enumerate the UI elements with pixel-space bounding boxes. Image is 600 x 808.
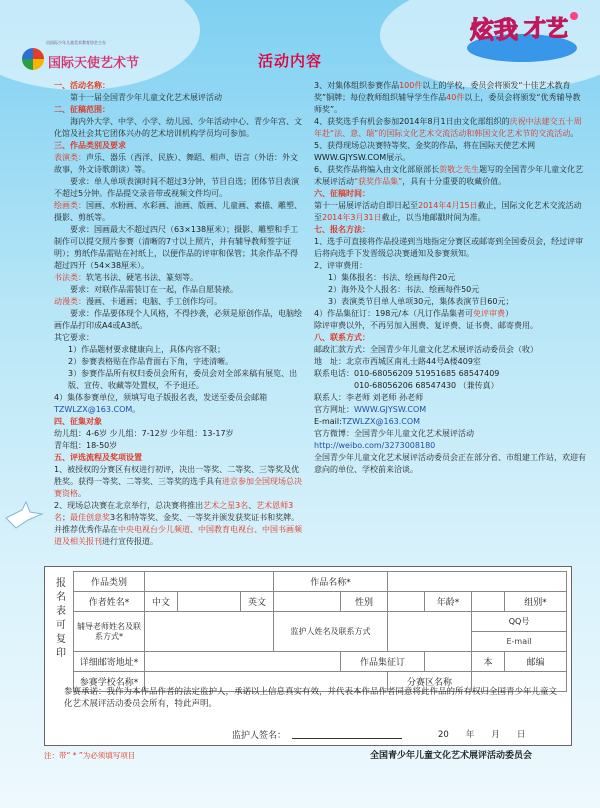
form-row bbox=[74, 592, 567, 612]
paragraph: 5、获得现场总决赛特等奖、金奖的作品，将在国际天使艺术网WWW.GJYSW.COM展示。 bbox=[314, 141, 536, 162]
paragraph: 要求：对联作品需装订在一起，作品自愿装裱。 bbox=[70, 285, 238, 294]
label-guardian: 监护人姓名及联系方式 bbox=[274, 612, 388, 652]
slogan-text: 才艺 bbox=[524, 17, 569, 42]
text-span: 进行宣传报道。 bbox=[102, 537, 158, 546]
label-work-name: 作品名称* bbox=[274, 572, 388, 592]
text-span: ，具有十分重要的收藏价值。 bbox=[402, 177, 507, 186]
text-span: 题写的全国青少年儿童文化艺术展评活动 bbox=[314, 165, 584, 186]
input-guardian[interactable] bbox=[388, 612, 472, 652]
input-gender[interactable] bbox=[388, 592, 425, 612]
signature-label: 监护人签名： bbox=[232, 731, 287, 741]
label-postcode: 邮编 bbox=[505, 652, 567, 672]
text-span: 。 bbox=[570, 129, 579, 138]
text-span: ） bbox=[505, 309, 514, 318]
link-text[interactable]: WWW.GJYSW.COM bbox=[354, 405, 427, 414]
paragraph: 2）参赛表格贴在作品背面右下角，字迹清晰。 bbox=[68, 357, 234, 366]
paragraph: 1）集体报名：书法、绘画每件20元 bbox=[328, 273, 456, 282]
text-span: 100件 bbox=[399, 81, 423, 90]
input-english-name[interactable] bbox=[274, 592, 341, 612]
text-span: 贺敬之先生 bbox=[439, 165, 480, 174]
section-heading: 四、征集对象 bbox=[54, 417, 102, 426]
paragraph: 邮政汇款方式：全国青少年儿童文化艺术展评活动委员会（收） bbox=[314, 345, 538, 354]
paragraph: 地 址：北京市西城区南礼士路44号A楼409室 bbox=[314, 357, 481, 366]
label-qq: QQ号 bbox=[472, 612, 567, 632]
text-span: 声乐、器乐（西洋、民族）、舞蹈、相声、语言（外语：外文故事，外文诗歌朗读）等。 bbox=[54, 153, 298, 174]
link-text[interactable]: TZWLZX@163.COM bbox=[54, 405, 133, 414]
paragraph: 1）作品题材要求健康向上，具体内容不限； bbox=[68, 345, 226, 354]
paragraph: 要求：作品要体现个人风格，不得抄袭，必须是原创作品，电脑绘画作品打印成A4或A3纸。 bbox=[54, 309, 302, 330]
text-span: 以上的学校，委员会将颁发“十佳艺术教育奖”铜牌；每位教师组织辅导学生作品 bbox=[314, 81, 571, 102]
text-span: 庆祝中法建交五十周年赴“法、意、瑞”的国际文化艺术交流活动和韩国文化艺术节的交流活动 bbox=[314, 117, 582, 138]
text-span: 4）作品集征订：198元/本（凡订作品集者可 bbox=[314, 309, 474, 318]
label-group: 组别* bbox=[505, 592, 567, 612]
svg-text:炫我: 炫我 bbox=[470, 16, 518, 44]
logo-small-text: 由国际少年儿童美术教育协会主办 bbox=[46, 40, 106, 45]
form-row bbox=[74, 652, 567, 672]
label-school: 参赛学校名称* bbox=[74, 672, 145, 692]
paragraph: 联系电话：010-68056209 51951685 68547409 bbox=[314, 369, 500, 378]
paragraph bbox=[54, 500, 304, 548]
text-span: 书法类： bbox=[54, 273, 86, 282]
paragraph: 3）参赛作品所有权归委员会所有，委员会对全部来稿有展览、出版、宣传、收藏等处置权，不予退还。 bbox=[68, 369, 298, 390]
section-heading: 七、报名方法： bbox=[314, 225, 370, 234]
text-span: 、 bbox=[248, 501, 257, 510]
paragraph: 除评审费以外，不再另加入围费、复评费、证书费、邮寄费用。 bbox=[314, 321, 538, 330]
text-span: 4）集体参赛单位，须填写电子版报名表，发送至委员会邮箱 bbox=[54, 393, 268, 402]
paragraph bbox=[314, 200, 586, 224]
form-row bbox=[74, 612, 567, 632]
form-table bbox=[73, 571, 567, 692]
text-span: 截止，以当地邮戳时间为准。 bbox=[381, 213, 486, 222]
organizer-name: 全国青少年儿童文化艺术展评活动委员会 bbox=[370, 751, 533, 761]
form-title: 报名表可复印 bbox=[56, 578, 66, 659]
text-span: 4、获奖选手有机会参加2014年8月1日由文化部组织的 bbox=[314, 117, 510, 126]
section-heading: 八、联系方式： bbox=[314, 333, 370, 342]
signature-line[interactable] bbox=[292, 738, 402, 739]
slogan-graphic bbox=[462, 6, 587, 68]
text-span: 6、获奖作品将编入由文化部原部长 bbox=[314, 165, 440, 174]
text-span: 2、现场总决赛在北京举行，总决赛将推出 bbox=[54, 501, 204, 510]
text-span: 动漫类： bbox=[54, 297, 86, 306]
paragraph bbox=[54, 200, 304, 224]
text-span: 3、对集体组织参赛作品 bbox=[314, 81, 400, 90]
paragraph: 官方微博：全国青少年儿童文化艺术展评活动 bbox=[314, 429, 474, 438]
pledge-text: 参赛承诺：我作为本作品作者的法定监护人，承诺以上信息真实有效，并代表本作品作者同意将此作品的所有权归全国青少年儿童文化艺术展评活动委员会所有，特此声明。 bbox=[64, 687, 558, 709]
paragraph: 要求：单人单项表演时间不超过3分钟，节目自选；团体节目表演不超过5分钟。作品提交录音带或视频文件均可。 bbox=[54, 177, 300, 198]
paragraph: 全国青少年儿童文化艺术展评活动委员会正在部分省、市组建工作站，欢迎有意向的单位、学校前来洽谈。 bbox=[314, 453, 586, 474]
paragraph: 第十一届全国青少年儿童文化艺术展评活动 bbox=[70, 93, 222, 102]
label-copies: 本 bbox=[472, 652, 505, 672]
text-span: E-mail: bbox=[314, 417, 342, 426]
section-heading: 六、征稿时间： bbox=[314, 189, 370, 198]
text-span: 官方网址： bbox=[314, 405, 354, 414]
paragraph: 要求：国画最大不超过四尺（63×138厘米）；摄影、雕塑和手工制作可以提交照片参赛（清晰的7寸以上照片，并有辅导教师签字证明）；剪纸作品需贴在衬纸上，以便作品的评审和保管；其余作品不得超过四开（54×38厘米）。 bbox=[54, 225, 299, 270]
input-age[interactable] bbox=[472, 592, 505, 612]
text-span: ； bbox=[62, 513, 70, 522]
paragraph bbox=[314, 308, 586, 320]
section-heading: 五、评选流程及奖项设置 bbox=[54, 453, 142, 462]
text-span: 绘画类： bbox=[54, 201, 86, 210]
paragraph: 010-68056206 68547430 （兼传真） bbox=[314, 381, 499, 390]
paragraph: 2）海外及个人报名：书法、绘画每件50元 bbox=[328, 285, 480, 294]
paragraph bbox=[54, 464, 304, 500]
page-title: 活动内容 bbox=[258, 52, 323, 70]
paragraph bbox=[54, 152, 304, 176]
input-work-name[interactable] bbox=[388, 572, 567, 592]
text-span: 2014年4月15日 bbox=[418, 201, 478, 210]
label-english: 英文 bbox=[241, 592, 274, 612]
input-chinese-name[interactable] bbox=[178, 592, 241, 612]
label-work-category: 作品类别 bbox=[74, 572, 145, 592]
text-span: 2014年3月31日 bbox=[322, 213, 382, 222]
text-span: 1、被授权的分赛区有权进行初评，决出一等奖、二等奖、三等奖及优胜奖。获得一等奖、二等奖、三等奖的选手具有 bbox=[54, 465, 300, 486]
link-text[interactable]: TZWLZX@163.COM bbox=[341, 417, 421, 426]
input-catalog-order[interactable] bbox=[425, 652, 472, 672]
text-span: 国画、水粉画、水彩画、油画、版画、儿童画、素描、雕塑、摄影、剪纸等。 bbox=[54, 201, 302, 222]
paragraph bbox=[314, 116, 586, 140]
bird-icon bbox=[4, 500, 44, 530]
paragraph: 2、评审费用： bbox=[314, 261, 368, 270]
text-span: 截止，国际文化艺术交流活动至 bbox=[314, 201, 582, 222]
link-text[interactable]: http://weibo.com/3273008180 bbox=[314, 441, 436, 450]
input-work-category[interactable] bbox=[145, 572, 274, 592]
label-chinese: 中文 bbox=[145, 592, 178, 612]
text-span: 3名和特等奖、金奖、一等奖并颁发获奖证书和奖牌。并推荐优秀作品在 bbox=[54, 513, 300, 534]
text-span: 表演类： bbox=[54, 153, 86, 162]
text-span: 漫画、卡通画；电脑、手工创作均可。 bbox=[86, 297, 222, 306]
text-span: 进京参加全国现场总决赛资格 bbox=[54, 477, 302, 498]
right-column bbox=[314, 80, 586, 476]
text-span: 软笔书法、硬笔书法、篆刻等。 bbox=[86, 273, 198, 282]
section-heading: 一、活动名称： bbox=[54, 81, 110, 90]
registration-form bbox=[44, 566, 572, 746]
text-span: 。 bbox=[78, 489, 86, 498]
paragraph: 1、选手可直接将作品投递到当地指定分赛区或邮寄到全国委员会，经过评审后将向选手下发晋级总决赛通知及参赛须知。 bbox=[314, 237, 584, 258]
paragraph bbox=[54, 296, 304, 308]
text-span: “获奖作品集” bbox=[354, 177, 403, 186]
paragraph: 其它要求： bbox=[54, 333, 94, 342]
logo-name: 国际天使艺术节 bbox=[48, 56, 140, 71]
logo-emblem-icon bbox=[22, 48, 44, 70]
logo bbox=[20, 18, 150, 70]
left-column bbox=[54, 80, 304, 548]
label-author-name: 作者姓名* bbox=[74, 592, 145, 612]
form-row bbox=[74, 572, 567, 592]
label-tutor: 辅导老师姓名及联系方式* bbox=[74, 612, 145, 652]
paragraph: 3）表演类节目单人单项30元，集体表演节目60元； bbox=[328, 297, 514, 306]
paragraph: 青年组：18-50岁 bbox=[54, 441, 118, 450]
paragraph bbox=[54, 392, 304, 416]
text-span: 艺术之星3名 bbox=[203, 501, 249, 510]
input-tutor[interactable] bbox=[145, 612, 274, 652]
label-catalog-order: 作品集征订 bbox=[341, 652, 425, 672]
text-span: 以上，委员会将颁发“优秀辅导教师奖”。 bbox=[314, 93, 581, 114]
section-heading: 二、征稿范围： bbox=[54, 105, 110, 114]
paragraph bbox=[314, 404, 586, 416]
text-span: 免评审费 bbox=[473, 309, 506, 318]
text-span: 最佳创意奖 bbox=[70, 513, 110, 522]
paragraph bbox=[314, 416, 586, 428]
paragraph: 海内外大学、中学、小学、幼儿园、少年活动中心、青少年宫、文化馆及社会其它团体兴办的艺术培训机构学员均可参加。 bbox=[54, 117, 302, 138]
required-note: 注：带“ * ”为必须填写项目 bbox=[44, 751, 136, 760]
text-span: 中央电视台少儿频道、中国教育电视台、中国书画频道及相关报刊 bbox=[54, 525, 302, 546]
paragraph bbox=[54, 272, 304, 284]
paragraph: 幼儿组：4-6岁 少儿组：7-12岁 少年组：13-17岁 bbox=[54, 429, 234, 438]
label-division: 分赛区名称 bbox=[388, 672, 472, 692]
label-address: 详细邮寄地址* bbox=[74, 652, 145, 672]
paragraph bbox=[314, 80, 586, 116]
label-age: 年龄* bbox=[425, 592, 472, 612]
label-gender: 性别 bbox=[341, 592, 388, 612]
text-span: 40件 bbox=[446, 93, 465, 102]
paragraph: 联系人：李老师 刘老师 孙老师 bbox=[314, 393, 424, 402]
input-address[interactable] bbox=[145, 652, 341, 672]
label-email: E-mail bbox=[472, 632, 567, 652]
section-heading: 三、作品类别及要求 bbox=[54, 141, 126, 150]
paragraph bbox=[314, 164, 586, 188]
text-span: 艺术恩师3名 bbox=[54, 501, 294, 522]
text-span: 第十一届展评活动自即日起至 bbox=[314, 201, 418, 210]
text-span: 。 bbox=[132, 405, 141, 414]
date-field: 20 年 月 日 bbox=[438, 730, 526, 740]
paragraph bbox=[314, 440, 586, 452]
